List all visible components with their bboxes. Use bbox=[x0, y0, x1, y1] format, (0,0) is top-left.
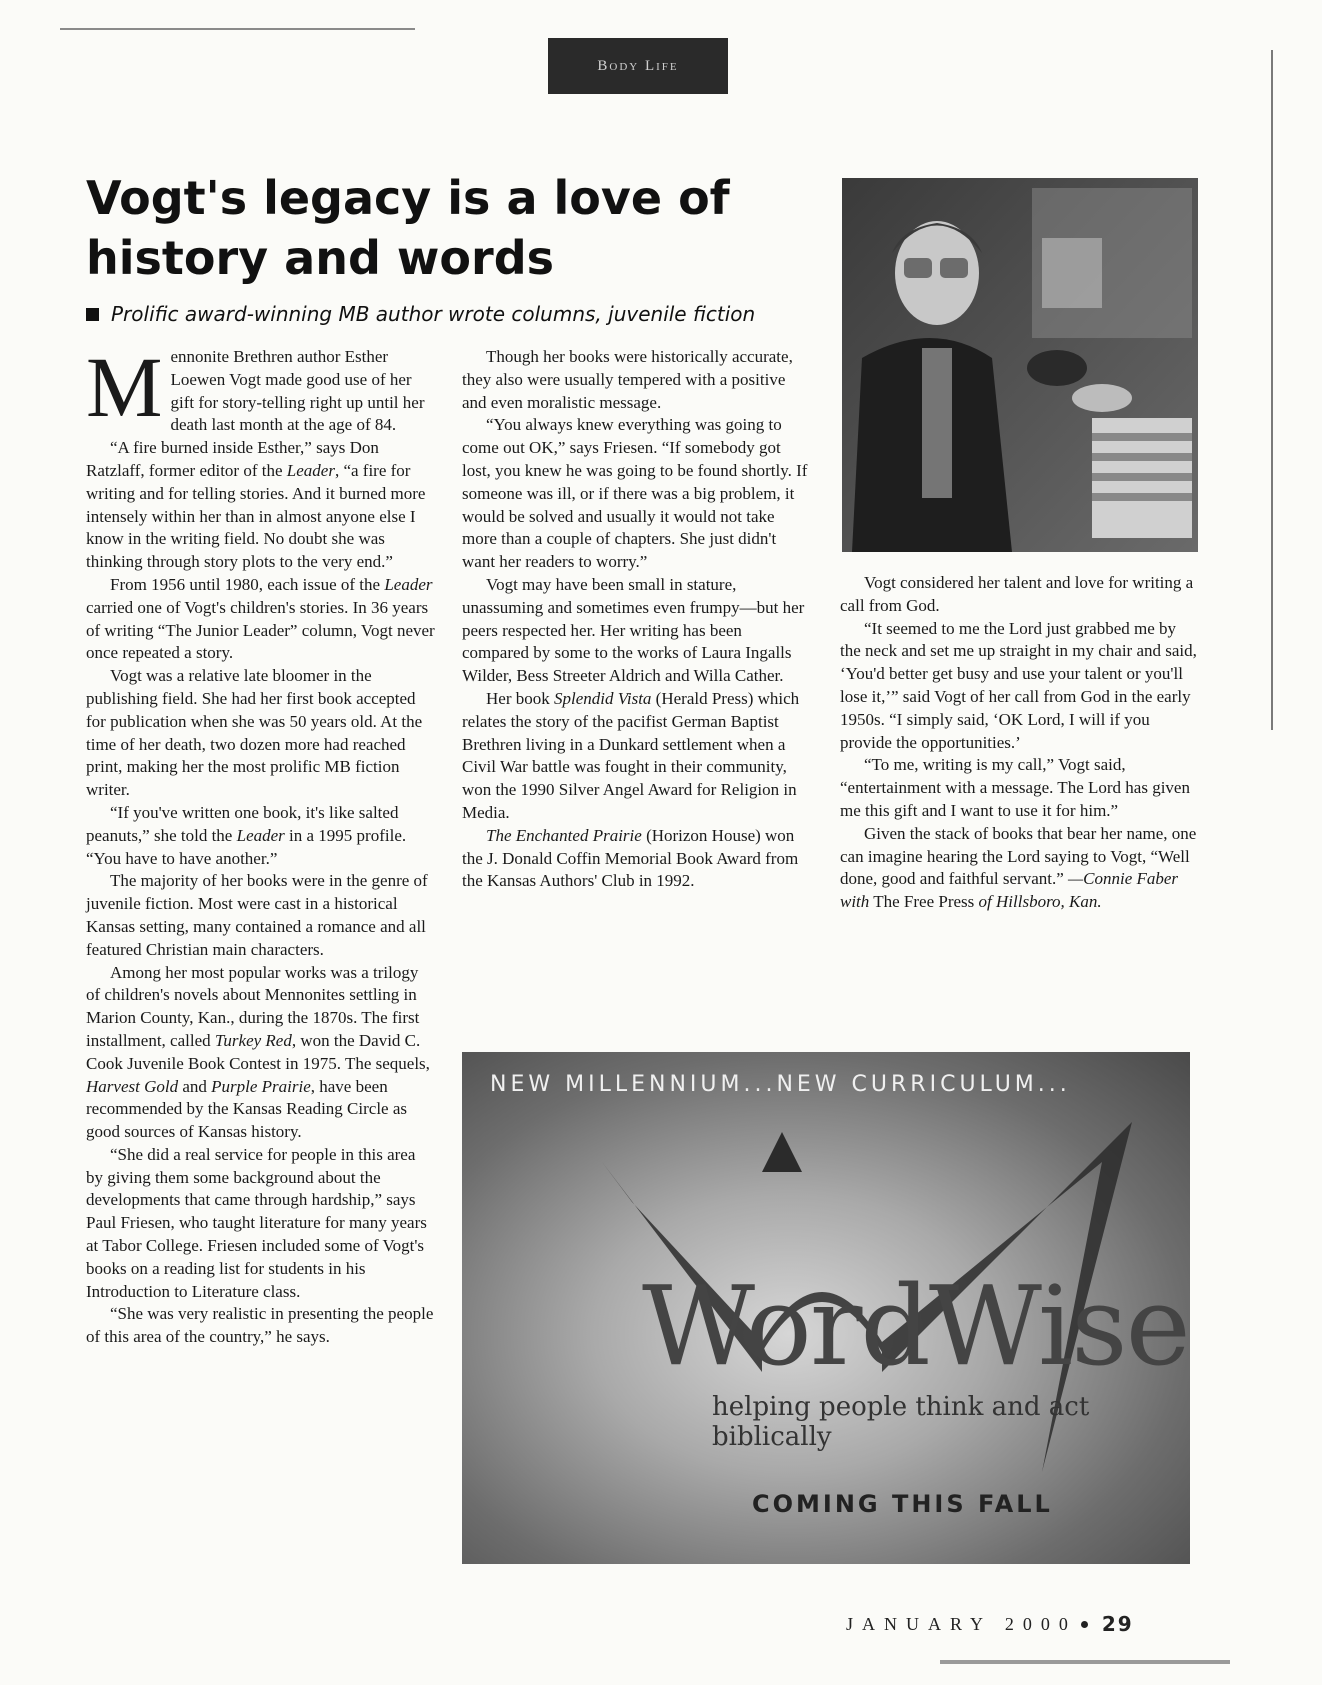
paragraph: “You always knew everything was going to come out OK,” says Friesen. “If somebody got lost, you knew he was going to be found shortly. If someone was ill, or if there was a big problem, it would be solved and usually it would not take more than a couple of chapters. She just didn't want her readers to worry.” bbox=[462, 415, 808, 572]
page-number: 29 bbox=[1101, 1612, 1134, 1636]
paragraph: Vogt was a relative late bloomer in the publishing field. She had her first book accepted for publication when she was 50 years old. At the time of her death, two dozen more had reached print, making her the most prolific MB fiction writer. bbox=[86, 666, 423, 800]
ad-tagline: helping people think and act biblically bbox=[712, 1392, 1090, 1452]
paragraph-text: in a 1995 profile. “You have to have another.” bbox=[86, 825, 407, 868]
ad-logo-text: WordWise bbox=[642, 1262, 1189, 1390]
paragraph-text: Given the stack of books that bear her name, one can imagine hearing the Lord saying to Vogt, “Well done, good and faithful servant.” bbox=[840, 823, 1197, 889]
article-column-1 bbox=[86, 339, 436, 1349]
subhead-text: Prolific award-winning MB author wrote columns, juvenile fiction bbox=[111, 302, 756, 326]
paragraph-text: and bbox=[178, 1076, 212, 1096]
drop-cap: M bbox=[86, 339, 163, 435]
bullet-dot-icon bbox=[1081, 1621, 1088, 1628]
paragraph: Vogt considered her talent and love for writing a call from God. bbox=[840, 573, 1194, 615]
paragraph: “To me, writing is my call,” Vogt said, “entertainment with a message. The Lord has given me this gift and I want to use it for him.” bbox=[840, 755, 1190, 820]
paragraph-text: , “a fire for writing and for telling stories. And it burned more intensely within her than in almost anyone else I know in the writing field. No doubt she was thinking through story plots to the very end.” bbox=[86, 460, 426, 572]
paragraph: The majority of her books were in the genre of juvenile fiction. Most were cast in a historical Kansas setting, many contained a romance and all featured Christian main characters. bbox=[86, 871, 428, 959]
paragraph bbox=[840, 823, 1200, 914]
paragraph: Vogt may have been small in stature, unassuming and sometimes even frumpy—but her peers respected her. Her writing has been compared by some to the works of Laura Ingalls Wilder, Bess Streeter Aldrich and Willa Cather. bbox=[462, 574, 805, 686]
headline: Vogt's legacy is a love of history and words bbox=[86, 171, 730, 285]
portrait-illustration bbox=[842, 178, 1198, 552]
article-column-3 bbox=[840, 572, 1200, 914]
paragraph bbox=[86, 962, 436, 1144]
article-column-2 bbox=[462, 346, 812, 893]
paragraph: “She was very realistic in presenting the people of this area of the country,” he says. bbox=[86, 1304, 434, 1347]
byline-publication: The Free Press bbox=[869, 892, 979, 912]
bottom-rule bbox=[940, 1660, 1230, 1664]
right-rule bbox=[1271, 50, 1273, 730]
publication-title: Leader bbox=[384, 574, 433, 594]
paragraph: “She did a real service for people in this area by giving them some background about the developments that came through hardship,” says Paul Friesen, who taught literature for many years at Tabor College. Friesen included some of Vogt's books on a reading list for students in his Introduction to Literature class. bbox=[86, 1144, 427, 1301]
square-bullet-icon bbox=[86, 308, 99, 321]
book-title: Purple Prairie bbox=[211, 1076, 311, 1096]
paragraph-text: (Horizon House) won the J. Donald Coffin Memorial Book Award from the Kansas Authors' Club in 1992. bbox=[462, 825, 799, 891]
paragraph bbox=[462, 688, 812, 825]
paragraph-text: carried one of Vogt's children's stories. In 36 years of writing “The Junior Leader” column, Vogt never once repeated a story. bbox=[86, 597, 435, 663]
paragraph-text: (Herald Press) which relates the story of the pacifist German Baptist Brethren living in a Dunkard settlement when a Civil War battle was fought in their community, won the 1990 Silver Angel Award for Religion in Media. bbox=[462, 688, 800, 822]
paragraph bbox=[86, 574, 436, 665]
book-title: Splendid Vista bbox=[553, 688, 652, 708]
author-photo bbox=[842, 178, 1198, 552]
section-tab bbox=[548, 38, 728, 94]
byline-location: of Hillsboro, Kan. bbox=[978, 892, 1102, 912]
paragraph-text: , have been recommended by the Kansas Reading Circle as good sources of Kansas history. bbox=[86, 1076, 408, 1142]
wordwise-advertisement bbox=[462, 1052, 1190, 1564]
paragraph-text: , won the David C. Cook Juvenile Book Contest in 1975. The sequels, bbox=[86, 1030, 430, 1073]
paragraph bbox=[462, 825, 812, 893]
book-title: Harvest Gold bbox=[86, 1076, 179, 1096]
publication-title: Leader bbox=[286, 460, 335, 480]
section-label: Body Life bbox=[597, 57, 679, 74]
paragraph-text: “A fire burned inside Esther,” says Don Ratzlaff, former editor of the bbox=[86, 438, 379, 480]
paragraph-text: Her book bbox=[486, 688, 554, 708]
paragraph: “It seemed to me the Lord just grabbed me by the neck and set me up straight in my chair and said, ‘You'd better get busy and use your talent or you'll lose it,’” said Vogt of her call from God in the early 1950s. “I simply said, ‘OK Lord, I will if you provide the opportunities.’ bbox=[840, 618, 1197, 752]
subhead bbox=[86, 302, 886, 326]
paragraph bbox=[86, 437, 436, 574]
book-title: The Enchanted Prairie bbox=[486, 825, 642, 845]
paragraph bbox=[86, 339, 436, 437]
paragraph-text: “If you've written one book, it's like salted peanuts,” she told the bbox=[86, 802, 399, 845]
book-title: Turkey Red bbox=[214, 1030, 292, 1050]
paragraph bbox=[86, 802, 436, 870]
ad-headline: NEW MILLENNIUM...NEW CURRICULUM... bbox=[490, 1072, 1071, 1097]
paragraph-text: ennonite Brethren author Esther Loewen Vogt made good use of her gift for story-telling right up until her death last month at the age of 84. bbox=[170, 347, 425, 435]
paragraph-text: From 1956 until 1980, each issue of the bbox=[110, 574, 385, 594]
page-folio bbox=[846, 1612, 1134, 1636]
paragraph-text: Among her most popular works was a trilogy of children's novels about Mennonites settling in Marion County, Kan., during the 1870s. The first installment, called bbox=[86, 962, 420, 1050]
paragraph: Though her books were historically accurate, they also were usually tempered with a positive and even moralistic message. bbox=[462, 347, 793, 412]
ad-coming-soon: COMING THIS FALL bbox=[752, 1490, 1053, 1518]
top-rule bbox=[60, 28, 415, 30]
issue-date: JANUARY 2000 bbox=[846, 1613, 1077, 1634]
publication-title: Leader bbox=[236, 825, 285, 845]
byline: —Connie Faber with bbox=[840, 869, 1179, 912]
